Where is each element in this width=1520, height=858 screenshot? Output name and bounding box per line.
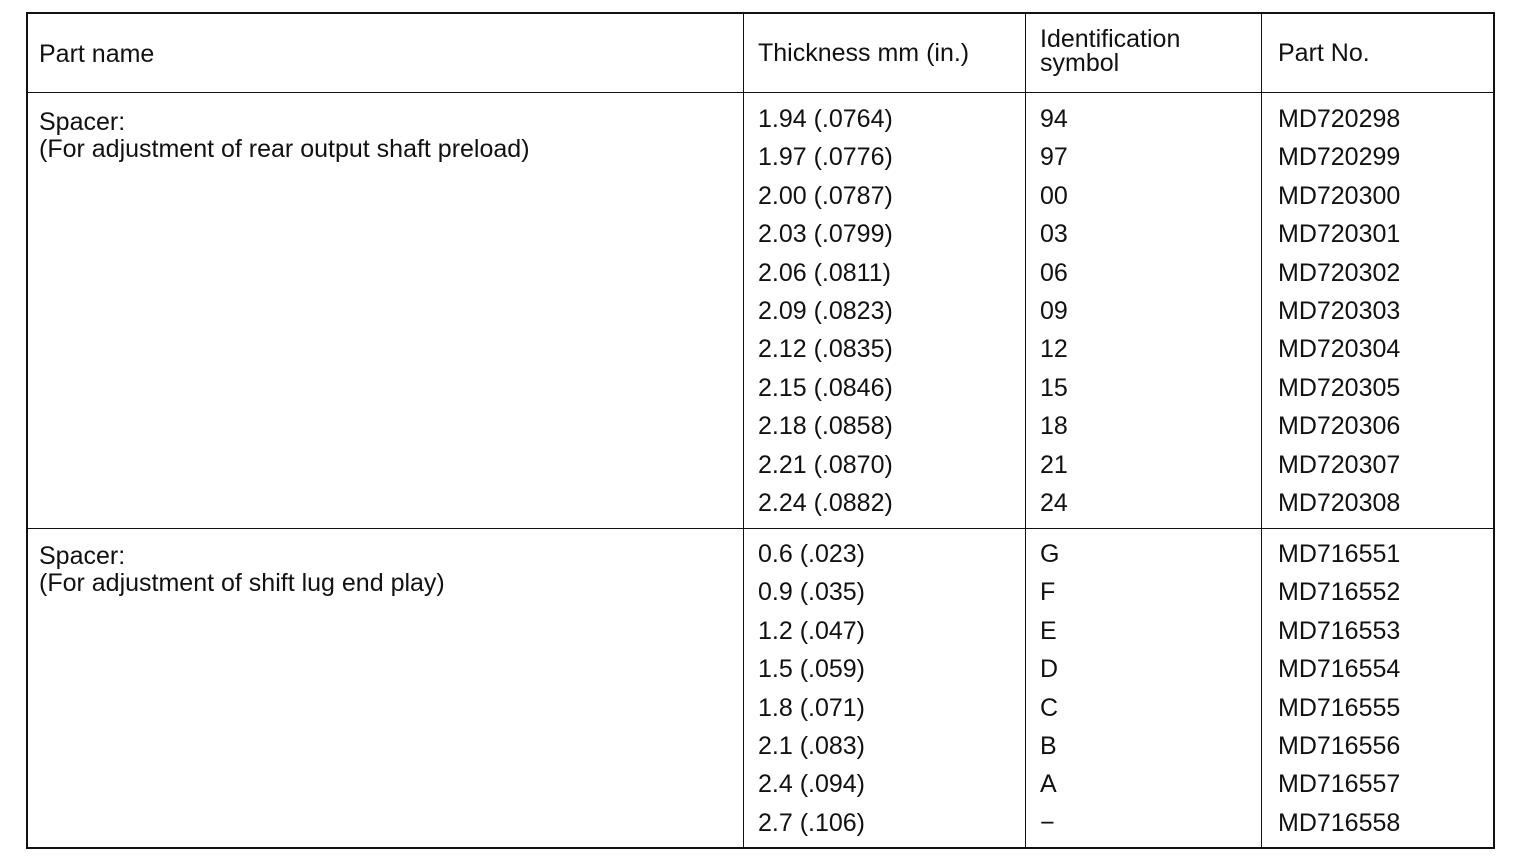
column-divider xyxy=(1261,14,1262,847)
part-no-column xyxy=(1278,535,1400,842)
header-part-no: Part No. xyxy=(1278,39,1370,67)
part-no-cell: MD716552 xyxy=(1278,578,1401,607)
symbol-cell: G xyxy=(1040,540,1060,568)
part-name: Spacer: xyxy=(39,542,126,570)
part-no-cell: MD716551 xyxy=(1278,540,1401,568)
part-no-cell: MD720303 xyxy=(1278,297,1401,326)
thickness-cell: 2.15 (.0846) xyxy=(758,373,893,402)
part-no-column xyxy=(1278,100,1400,522)
symbol-cell: 09 xyxy=(1040,297,1068,326)
header-divider xyxy=(28,92,1493,93)
header-ident-line2: symbol xyxy=(1040,49,1120,77)
symbol-cell: 97 xyxy=(1040,143,1068,172)
part-no-cell: MD720298 xyxy=(1278,105,1401,133)
thickness-cell: 2.09 (.0823) xyxy=(758,297,893,326)
thickness-cell: 2.12 (.0835) xyxy=(758,335,893,364)
column-divider xyxy=(743,14,744,847)
part-no-cell: MD720306 xyxy=(1278,412,1401,441)
thickness-cell: 2.4 (.094) xyxy=(758,770,866,799)
part-no-cell: MD716558 xyxy=(1278,808,1401,837)
thickness-cell: 2.7 (.106) xyxy=(758,808,866,837)
part-no-cell: MD720299 xyxy=(1278,143,1401,172)
part-no-cell: MD720305 xyxy=(1278,373,1401,402)
symbol-cell: 24 xyxy=(1040,489,1068,518)
parts-table xyxy=(26,12,1495,849)
thickness-cell: 2.18 (.0858) xyxy=(758,412,893,441)
thickness-cell: 0.9 (.035) xyxy=(758,578,866,607)
symbol-cell: 94 xyxy=(1040,105,1068,133)
part-purpose: (For adjustment of rear output shaft preload) xyxy=(39,135,530,163)
group-part-name xyxy=(39,543,445,597)
part-no-cell: MD720302 xyxy=(1278,258,1401,287)
part-no-cell: MD716555 xyxy=(1278,693,1401,722)
part-no-cell: MD720304 xyxy=(1278,335,1401,364)
symbol-cell: 06 xyxy=(1040,258,1068,287)
thickness-column xyxy=(758,535,865,842)
part-no-cell: MD716554 xyxy=(1278,655,1401,684)
part-no-cell: MD716553 xyxy=(1278,616,1401,645)
header-identification-symbol xyxy=(1040,27,1180,75)
symbol-cell: F xyxy=(1040,578,1056,607)
part-no-cell: MD720301 xyxy=(1278,220,1401,249)
symbol-column xyxy=(1040,535,1059,842)
group-divider xyxy=(28,528,1493,529)
header-part-name: Part name xyxy=(39,40,155,68)
symbol-cell: 00 xyxy=(1040,181,1068,210)
header-ident-line1: Identification xyxy=(1040,25,1181,53)
thickness-cell: 1.5 (.059) xyxy=(758,655,866,684)
thickness-column xyxy=(758,100,893,522)
symbol-cell: 15 xyxy=(1040,373,1068,402)
thickness-cell: 2.00 (.0787) xyxy=(758,181,893,210)
symbol-cell: D xyxy=(1040,655,1059,684)
symbol-cell: 12 xyxy=(1040,335,1068,364)
symbol-cell: B xyxy=(1040,732,1057,761)
symbol-cell: 21 xyxy=(1040,450,1068,479)
thickness-cell: 2.24 (.0882) xyxy=(758,489,893,518)
symbol-cell: 03 xyxy=(1040,220,1068,249)
part-no-cell: MD720300 xyxy=(1278,181,1401,210)
part-no-cell: MD716556 xyxy=(1278,732,1401,761)
column-divider xyxy=(1025,14,1026,847)
symbol-cell: E xyxy=(1040,616,1057,645)
symbol-cell: C xyxy=(1040,693,1059,722)
thickness-cell: 2.21 (.0870) xyxy=(758,450,893,479)
thickness-cell: 0.6 (.023) xyxy=(758,540,866,568)
header-thickness: Thickness mm (in.) xyxy=(758,39,970,67)
part-purpose: (For adjustment of shift lug end play) xyxy=(39,569,445,597)
thickness-cell: 1.8 (.071) xyxy=(758,693,866,722)
thickness-cell: 2.03 (.0799) xyxy=(758,220,893,249)
thickness-cell: 1.94 (.0764) xyxy=(758,105,893,133)
part-no-cell: MD716557 xyxy=(1278,770,1401,799)
group-part-name xyxy=(39,109,530,163)
thickness-cell: 2.06 (.0811) xyxy=(758,258,891,287)
thickness-cell: 1.97 (.0776) xyxy=(758,143,893,172)
part-name: Spacer: xyxy=(39,108,126,136)
part-no-cell: MD720307 xyxy=(1278,450,1401,479)
symbol-cell: 18 xyxy=(1040,412,1068,441)
symbol-cell: A xyxy=(1040,770,1057,799)
thickness-cell: 1.2 (.047) xyxy=(758,616,866,645)
part-no-cell: MD720308 xyxy=(1278,489,1401,518)
thickness-cell: 2.1 (.083) xyxy=(758,732,866,761)
symbol-column xyxy=(1040,100,1068,522)
symbol-cell: − xyxy=(1040,808,1055,837)
